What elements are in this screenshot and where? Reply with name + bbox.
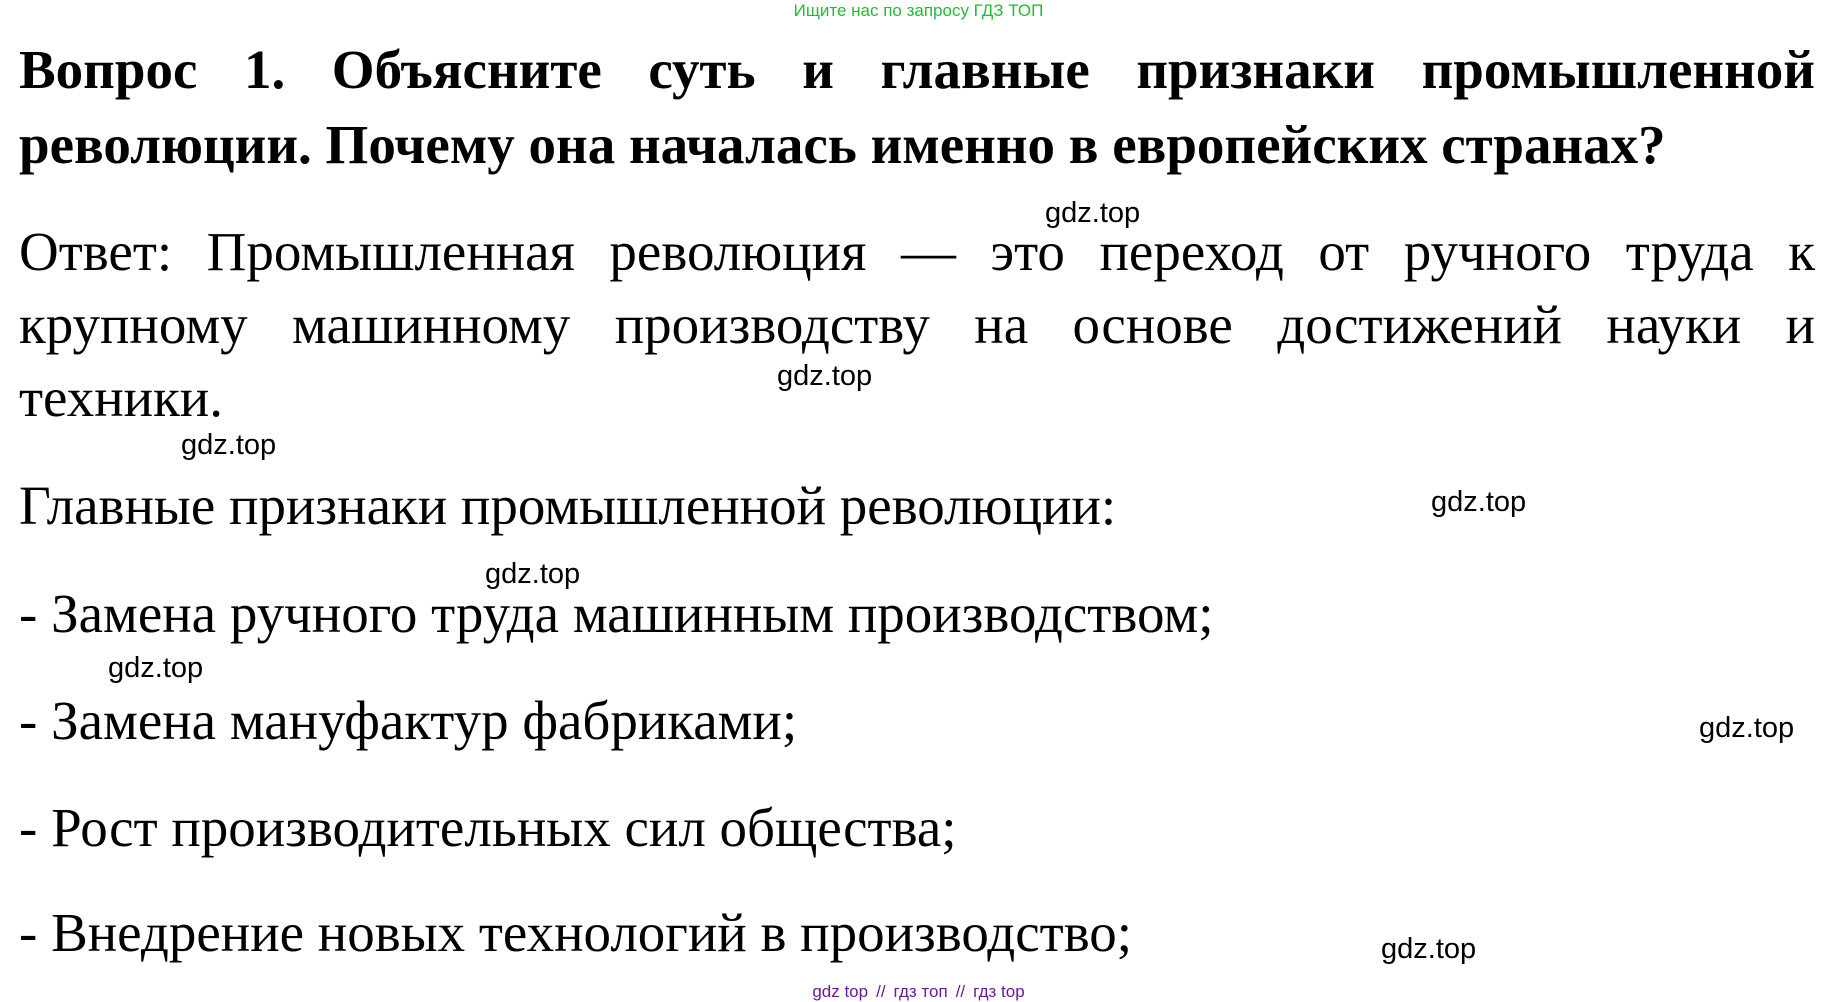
watermark: gdz.top — [1431, 486, 1527, 518]
watermark: gdz.top — [108, 652, 204, 684]
watermark: gdz.top — [1381, 933, 1477, 965]
watermark: gdz.top — [485, 558, 581, 590]
top-banner[interactable]: Ищите нас по запросу ГДЗ ТОП — [793, 1, 1044, 20]
bottom-link-2[interactable]: гдз топ — [893, 982, 948, 1001]
link-separator: // — [955, 982, 966, 1001]
feature-item-2: - Замена мануфактур фабриками; — [19, 690, 798, 751]
feature-item-4: - Внедрение новых технологий в производство; — [19, 902, 1133, 963]
features-heading: Главные признаки промышленной революции: — [19, 475, 1117, 536]
bottom-link-1[interactable]: gdz top — [812, 982, 869, 1001]
watermark: gdz.top — [1699, 712, 1795, 744]
question-title: Вопрос 1. Объясните суть и главные признаки промышленной революции. Почему она началась именно в европейских странах? — [19, 39, 1815, 175]
link-separator: // — [876, 982, 886, 1001]
feature-item-1: - Замена ручного труда машинным производством; — [19, 583, 1214, 644]
watermark: gdz.top — [181, 429, 277, 461]
answer-text: Ответ: Промышленная революция — это переход от ручного труда к крупному машинному производству на основе достижений науки и техники. — [19, 221, 1815, 428]
bottom-links — [0, 982, 1837, 1002]
bottom-link-3[interactable]: гдз top — [973, 982, 1025, 1001]
feature-item-3: - Рост производительных сил общества; — [19, 797, 957, 858]
watermark: gdz.top — [1045, 197, 1141, 229]
watermark: gdz.top — [777, 360, 873, 392]
